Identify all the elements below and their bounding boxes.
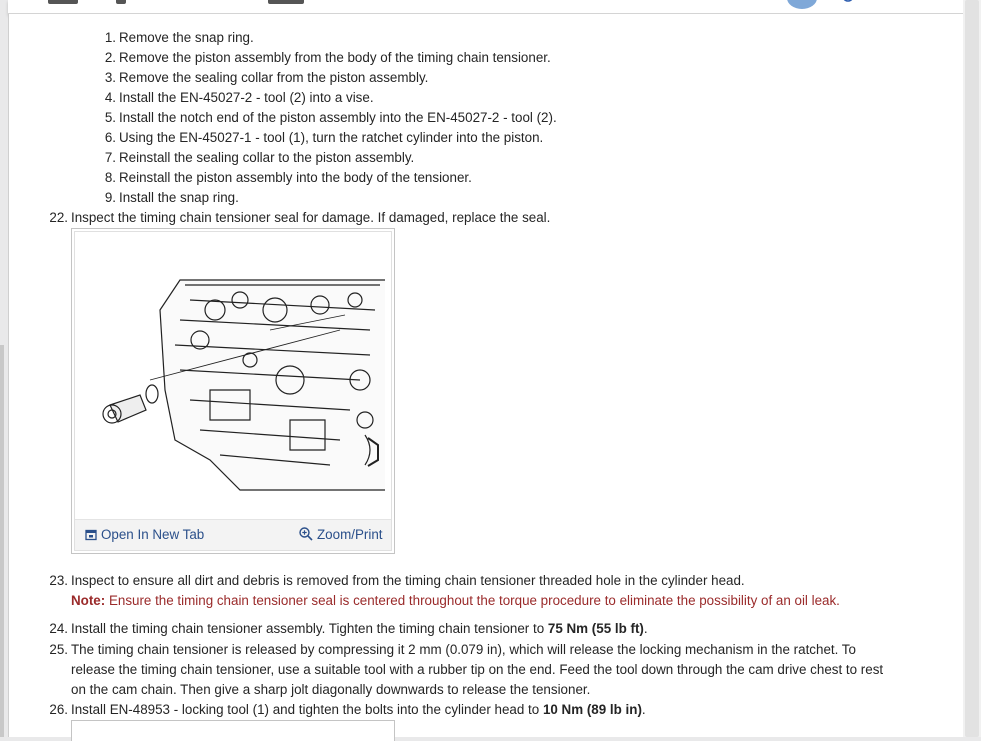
avatar[interactable] [787, 0, 817, 9]
left-edge [0, 345, 4, 737]
zoom-icon [299, 527, 313, 541]
toolbar-fragment [48, 0, 78, 4]
scrollbar[interactable] [963, 0, 981, 737]
step-23: 23. Inspect to ensure all dirt and debris is removed from the timing chain tensioner threaded hole in the cylinder head. [49, 573, 745, 588]
toolbar-fragment [268, 0, 304, 4]
substep-item: 2. Remove the piston assembly from the body of the timing chain tensioner. [104, 50, 551, 65]
figure-panel [71, 228, 395, 554]
figure-actions [75, 519, 391, 550]
next-figure-panel [71, 720, 395, 741]
step-25-continuation: release the timing chain tensioner, use a suitable tool with a rubber tip on the end. Feed the tool down through the cam drive chest to rest [71, 662, 884, 677]
substep-item: 1. Remove the snap ring. [104, 30, 254, 45]
zoom-print-link[interactable]: Zoom/Print [299, 527, 382, 542]
step-24: 24. Install the timing chain tensioner assembly. Tighten the timing chain tensioner to 75 Nm (55 lb ft). [49, 621, 648, 636]
figure-frame [74, 231, 392, 551]
substep-item: 6. Using the EN-45027-1 - tool (1), turn the ratchet cylinder into the piston. [104, 130, 544, 145]
step-25: 25. The timing chain tensioner is released by compressing it 2 mm (0.079 in), which will release the locking mechanism in the ratchet. To [49, 642, 856, 657]
toolbar-fragment [116, 0, 126, 4]
step-26: 26. Install EN-48953 - locking tool (1) and tighten the bolts into the cylinder head to 10 Nm (89 lb in). [49, 702, 646, 717]
substep-item: 8. Reinstall the piston assembly into the body of the tensioner. [104, 170, 472, 185]
open-in-new-tab-link[interactable]: Open In New Tab [85, 527, 204, 542]
substep-item: 9. Install the snap ring. [104, 190, 239, 205]
notification-icon[interactable] [830, 0, 854, 4]
scrollbar-thumb[interactable] [965, 0, 979, 737]
substep-item: 4. Install the EN-45027-2 - tool (2) into a vise. [104, 90, 374, 105]
substep-item: 5. Install the notch end of the piston assembly into the EN-45027-2 - tool (2). [104, 110, 557, 125]
top-toolbar [8, 0, 963, 14]
substep-item: 3. Remove the sealing collar from the piston assembly. [104, 70, 429, 85]
engine-illustration [90, 270, 385, 492]
step-25-continuation: on the cam chain. Then give a sharp jolt diagonally downwards to release the tensioner. [71, 682, 591, 697]
step-23-note: Note: Ensure the timing chain tensioner seal is centered throughout the torque procedure to eliminate the possibility of an oil leak. [71, 593, 840, 608]
open-in-new-tab-icon [85, 529, 97, 541]
step-22: 22. Inspect the timing chain tensioner seal for damage. If damaged, replace the seal. [49, 210, 551, 225]
substep-item: 7. Reinstall the sealing collar to the piston assembly. [104, 150, 415, 165]
